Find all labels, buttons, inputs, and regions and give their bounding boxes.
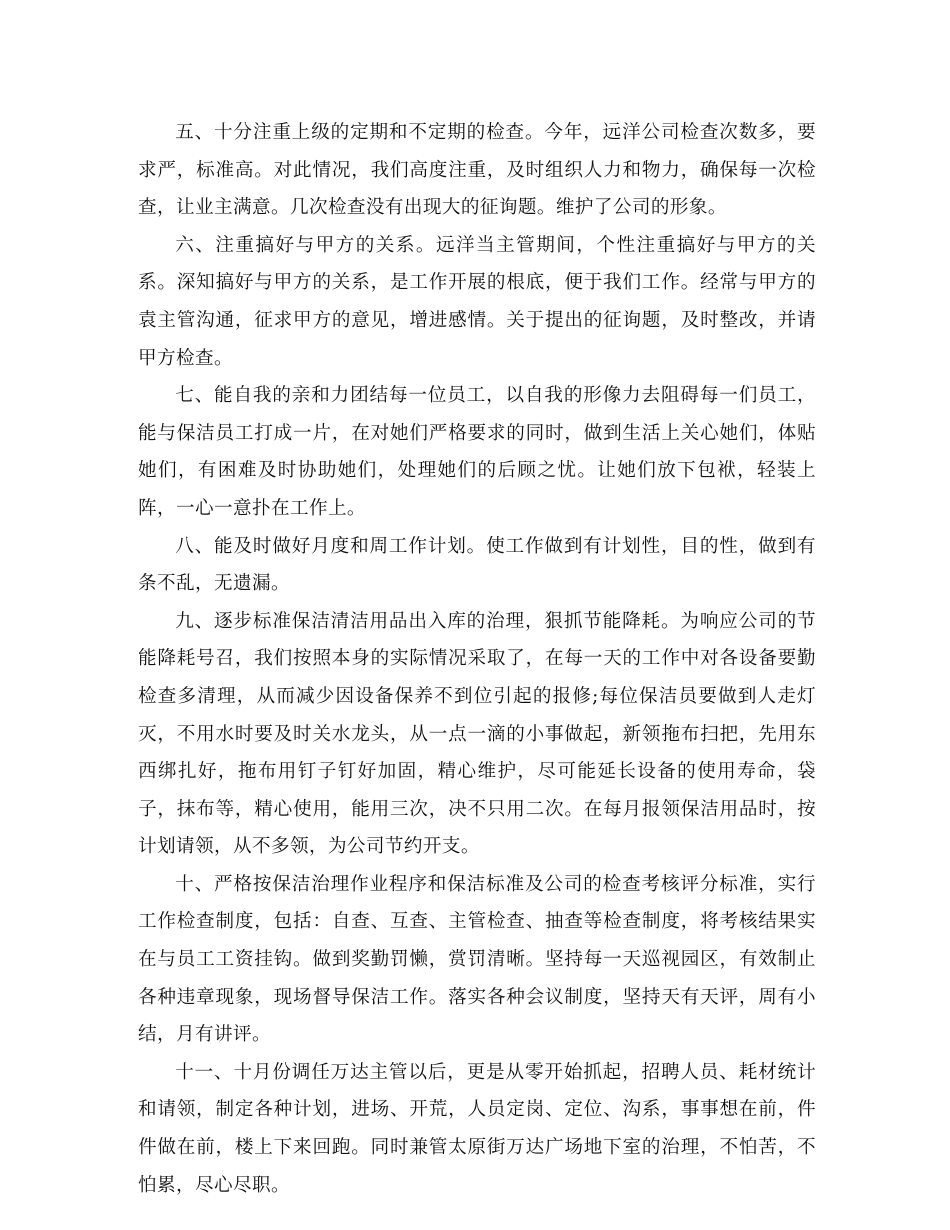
paragraph-11: 十一、十月份调任万达主管以后，更是从零开始抓起，招聘人员、耗材统计和请领，制定各种计划，进场、开荒，人员定岗、定位、沟系，事事想在前，件件做在前，楼上下来回跑。同时兼管太原街万达广场地下室的治理，不怕苦，不怕累，尽心尽职。 — [138, 1061, 816, 1196]
paragraph-6: 六、注重搞好与甲方的关系。远洋当主管期间，个性注重搞好与甲方的关系。深知搞好与甲方的关系，是工作开展的根底，便于我们工作。经常与甲方的袁主管沟通，征求甲方的意见，增进感情。关于提出的征询题，及时整改，并请甲方检查。 — [138, 234, 816, 369]
paragraph-8: 八、能及时做好月度和周工作计划。使工作做到有计划性，目的性，做到有条不乱，无遗漏。 — [138, 535, 816, 595]
document-body — [138, 114, 816, 1204]
paragraph-9: 九、逐步标准保洁清洁用品出入库的治理，狠抓节能降耗。为响应公司的节能降耗号召，我们按照本身的实际情况采取了，在每一天的工作中对各设备要勤检查多清理，从而减少因设备保养不到位引起的报修;每位保洁员要做到人走灯灭，不用水时要及时关水龙头，从一点一滴的小事做起，新领拖布扫把，先用东西绑扎好，拖布用钉子钉好加固，精心维护，尽可能延长设备的使用寿命，袋子，抹布等，精心使用，能用三次，决不只用二次。在每月报领保洁用品时，按计划请领，从不多领，为公司节约开支。 — [138, 610, 816, 858]
paragraph-10: 十、严格按保洁治理作业程序和保洁标准及公司的检查考核评分标准，实行工作检查制度，包括：自查、互查、主管检查、抽查等检查制度，将考核结果实在与员工工资挂钩。做到奖勤罚懒，赏罚清晰。坚持每一天巡视园区，有效制止各种违章现象，现场督导保洁工作。落实各种会议制度，坚持天有天评，周有小结，月有讲评。 — [138, 873, 816, 1046]
paragraph-5: 五、十分注重上级的定期和不定期的检查。今年，远洋公司检查次数多，要求严，标准高。对此情况，我们高度注重，及时组织人力和物力，确保每一次检查，让业主满意。几次检查没有出现大的征询题。维护了公司的形象。 — [138, 122, 816, 219]
paragraph-7: 七、能自我的亲和力团结每一位员工，以自我的形像力去阻碍每一们员工，能与保洁员工打成一片，在对她们严格要求的同时，做到生活上关心她们，体贴她们，有困难及时协助她们，处理她们的后顾之忧。让她们放下包袱，轻装上阵，一心一意扑在工作上。 — [138, 385, 816, 519]
